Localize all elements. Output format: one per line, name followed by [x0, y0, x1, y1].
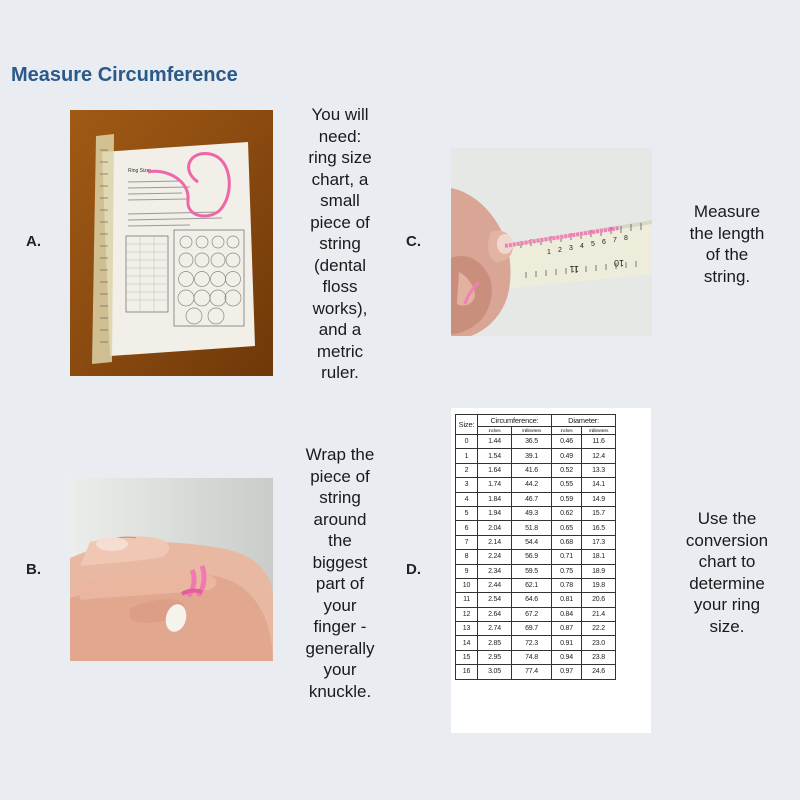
- table-cell: 0.65: [552, 521, 582, 535]
- table-cell: 14.9: [582, 492, 616, 506]
- table-row: [456, 593, 616, 607]
- table-cell: 5: [456, 506, 478, 520]
- photo-measuring-string-on-ruler: [451, 148, 652, 336]
- table-cell: 12: [456, 607, 478, 621]
- table-cell: 0.59: [552, 492, 582, 506]
- step-b-label: B.: [26, 561, 41, 578]
- step-d-label: D.: [406, 561, 421, 578]
- header-diameter: Diameter:: [552, 415, 616, 427]
- table-cell: 44.2: [512, 478, 552, 492]
- table-cell: 10: [456, 578, 478, 592]
- ruler-num-7: 7: [613, 237, 617, 244]
- table-cell: 1.44: [478, 435, 512, 449]
- table-cell: 1.94: [478, 506, 512, 520]
- table-cell: 2: [456, 463, 478, 477]
- table-cell: 0.55: [552, 478, 582, 492]
- table-cell: 3.05: [478, 665, 512, 679]
- ruler-num-2: 2: [558, 247, 562, 254]
- table-cell: 0.75: [552, 564, 582, 578]
- table-cell: 0.68: [552, 535, 582, 549]
- photo-a-graphic: [70, 110, 273, 376]
- table-cell: 1.74: [478, 478, 512, 492]
- table-cell: 0.94: [552, 650, 582, 664]
- table-cell: 64.6: [512, 593, 552, 607]
- table-row: [456, 435, 616, 449]
- table-cell: 0.62: [552, 506, 582, 520]
- table-cell: 54.4: [512, 535, 552, 549]
- table-cell: 74.8: [512, 650, 552, 664]
- table-cell: 1.54: [478, 449, 512, 463]
- table-cell: 2.54: [478, 593, 512, 607]
- table-cell: 8: [456, 550, 478, 564]
- table-cell: 67.2: [512, 607, 552, 621]
- step-d-text: Use the conversion chart to determine your ring size.: [685, 509, 769, 636]
- ruler-cm-11: 11: [569, 264, 579, 274]
- subheader-inches: inches: [478, 427, 512, 435]
- photo-ring-size-chart-and-ruler: [70, 110, 273, 376]
- table-cell: 0.78: [552, 578, 582, 592]
- table-cell: 4: [456, 492, 478, 506]
- table-cell: 15: [456, 650, 478, 664]
- table-cell: 16.5: [582, 521, 616, 535]
- header-circumference: Circumference:: [478, 415, 552, 427]
- table-cell: 11: [456, 593, 478, 607]
- table-cell: 18.9: [582, 564, 616, 578]
- table-cell: 11.6: [582, 435, 616, 449]
- table-cell: 49.3: [512, 506, 552, 520]
- table-cell: 23.8: [582, 650, 616, 664]
- table-row: [456, 478, 616, 492]
- table-cell: 2.44: [478, 578, 512, 592]
- table-cell: 2.64: [478, 607, 512, 621]
- table-cell: 21.4: [582, 607, 616, 621]
- table-cell: 23.0: [582, 636, 616, 650]
- sheet-title: Ring Sizer: [128, 168, 152, 174]
- table-cell: 69.7: [512, 622, 552, 636]
- ruler-num-6: 6: [602, 239, 606, 246]
- table-cell: 2.85: [478, 636, 512, 650]
- table-cell: 0.46: [552, 435, 582, 449]
- subheader-millimeters: millimeters: [582, 427, 616, 435]
- photo-c-graphic: [451, 148, 652, 336]
- table-cell: 16: [456, 665, 478, 679]
- table-cell: 2.74: [478, 622, 512, 636]
- table-row: [456, 650, 616, 664]
- table-cell: 14: [456, 636, 478, 650]
- table-row: [456, 492, 616, 506]
- table-cell: 41.6: [512, 463, 552, 477]
- table-cell: 7: [456, 535, 478, 549]
- table-cell: 13.3: [582, 463, 616, 477]
- table-cell: 2.04: [478, 521, 512, 535]
- ruler-num-5: 5: [591, 241, 595, 248]
- ruler-cm-10: 10: [613, 258, 624, 268]
- table-row: [456, 535, 616, 549]
- table-cell: 2.95: [478, 650, 512, 664]
- table-row: [456, 463, 616, 477]
- conversion-table: [455, 414, 616, 680]
- table-cell: 14.1: [582, 478, 616, 492]
- table-row: [456, 636, 616, 650]
- table-row: [456, 607, 616, 621]
- table-cell: 0: [456, 435, 478, 449]
- subheader-millimeters: millimeters: [512, 427, 552, 435]
- photo-b-graphic: [70, 478, 273, 661]
- table-row: [456, 578, 616, 592]
- table-cell: 0.91: [552, 636, 582, 650]
- table-cell: 1.64: [478, 463, 512, 477]
- ruler-num-8: 8: [624, 235, 628, 242]
- header-size: Size:: [456, 415, 478, 435]
- table-row: [456, 506, 616, 520]
- table-cell: 0.81: [552, 593, 582, 607]
- table-row: [456, 665, 616, 679]
- table-row: [456, 521, 616, 535]
- table-cell: 1.84: [478, 492, 512, 506]
- table-cell: 9: [456, 564, 478, 578]
- table-row: [456, 564, 616, 578]
- table-cell: 22.2: [582, 622, 616, 636]
- page-title: Measure Circumference: [11, 64, 238, 86]
- step-c-label: C.: [406, 233, 421, 250]
- ruler-num-1: 1: [547, 249, 551, 256]
- table-cell: 15.7: [582, 506, 616, 520]
- table-cell: 0.87: [552, 622, 582, 636]
- table-cell: 72.3: [512, 636, 552, 650]
- table-cell: 20.6: [582, 593, 616, 607]
- ring-size-conversion-chart: [451, 408, 651, 733]
- table-cell: 59.5: [512, 564, 552, 578]
- table-cell: 1: [456, 449, 478, 463]
- table-cell: 0.71: [552, 550, 582, 564]
- table-row: [456, 550, 616, 564]
- subheader-inches: inches: [552, 427, 582, 435]
- step-c-text: Measure the length of the string.: [689, 202, 765, 286]
- table-cell: 12.4: [582, 449, 616, 463]
- step-a-text: You will need: ring size chart, a small piece of string (dental floss works), and a metric ruler.: [308, 105, 372, 382]
- table-cell: 18.1: [582, 550, 616, 564]
- photo-string-around-finger: [70, 478, 273, 661]
- table-cell: 36.5: [512, 435, 552, 449]
- table-cell: 0.84: [552, 607, 582, 621]
- table-cell: 46.7: [512, 492, 552, 506]
- table-cell: 56.9: [512, 550, 552, 564]
- table-cell: 77.4: [512, 665, 552, 679]
- table-cell: 6: [456, 521, 478, 535]
- table-row: [456, 449, 616, 463]
- table-cell: 39.1: [512, 449, 552, 463]
- table-cell: 2.34: [478, 564, 512, 578]
- table-cell: 0.97: [552, 665, 582, 679]
- step-a-label: A.: [26, 233, 41, 250]
- ruler-num-3: 3: [569, 245, 573, 252]
- table-cell: 2.14: [478, 535, 512, 549]
- table-cell: 17.3: [582, 535, 616, 549]
- table-row: [456, 622, 616, 636]
- table-cell: 51.8: [512, 521, 552, 535]
- table-cell: 62.1: [512, 578, 552, 592]
- table-cell: 0.52: [552, 463, 582, 477]
- ruler-num-4: 4: [580, 243, 584, 250]
- table-cell: 13: [456, 622, 478, 636]
- table-cell: 19.8: [582, 578, 616, 592]
- table-cell: 2.24: [478, 550, 512, 564]
- step-b-text: Wrap the piece of string around the biggest part of your finger - generally your knuckle.: [305, 445, 375, 701]
- table-cell: 24.6: [582, 665, 616, 679]
- table-cell: 0.49: [552, 449, 582, 463]
- table-cell: 3: [456, 478, 478, 492]
